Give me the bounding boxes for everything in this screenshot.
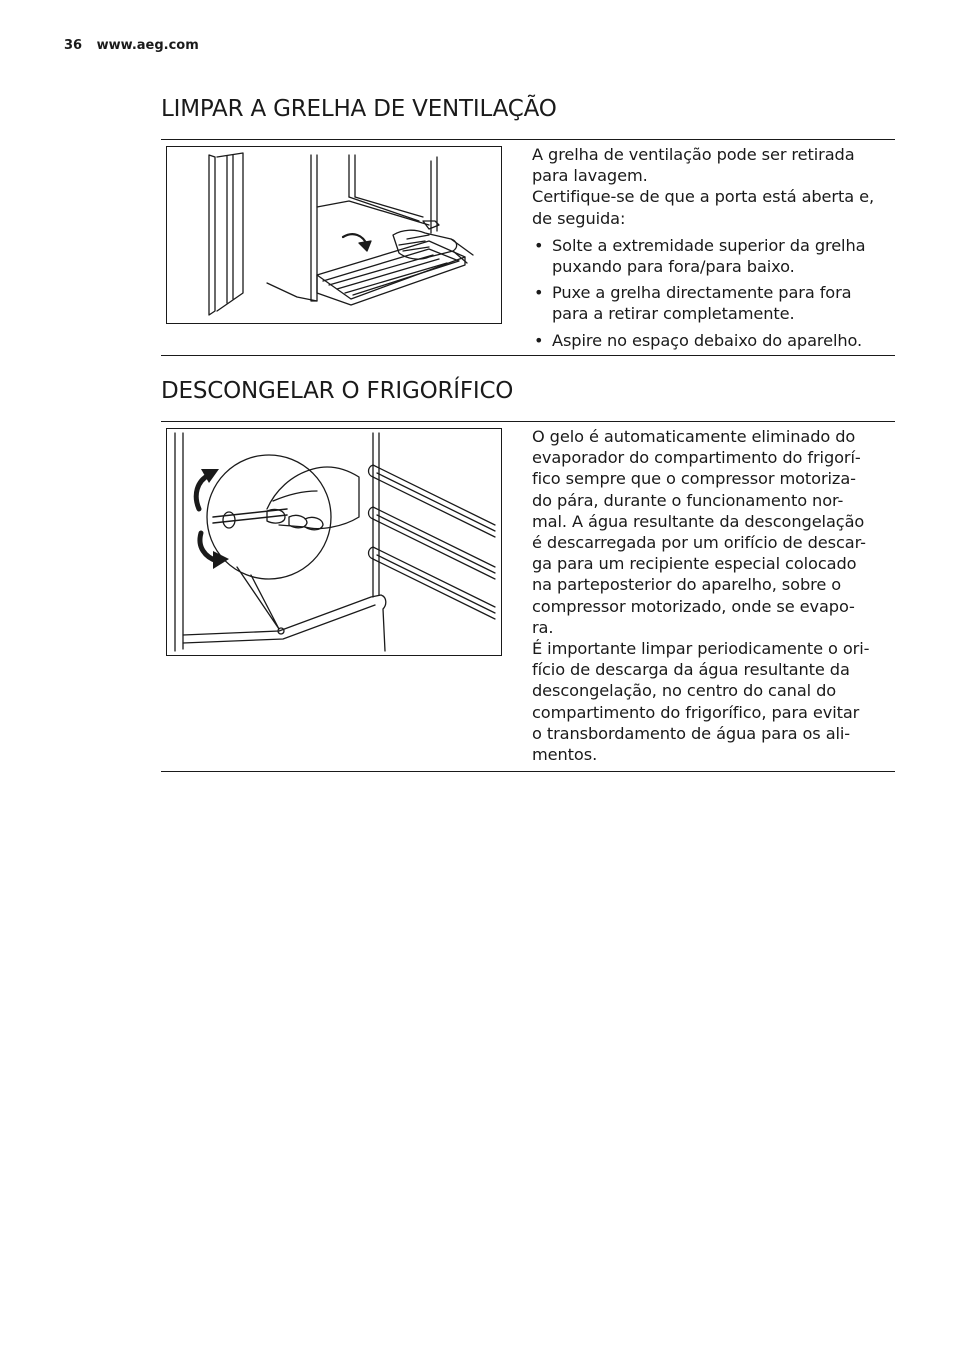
ventilation-grille-illustration: [166, 146, 502, 324]
text-line: fício de descarga da água resultante da: [532, 660, 850, 680]
text-line: ga para um recipiente especial colocado: [532, 554, 857, 574]
section-title-ventilation: LIMPAR A GRELHA DE VENTILAÇÃO: [161, 96, 557, 122]
text-line: mentos.: [532, 745, 598, 765]
text-line: fico sempre que o compressor motoriza-: [532, 469, 856, 489]
text-line: descongelação, no centro do canal do: [532, 681, 837, 701]
section-top-rule: [161, 421, 895, 422]
text-line: mal. A água resultante da descongelação: [532, 511, 865, 531]
ventilation-instructions: [532, 144, 892, 356]
ventilation-paragraph-removable: A grelha de ventilação pode ser retirada para lavagem.: [532, 145, 855, 186]
ventilation-steps-list: [532, 235, 892, 351]
site-url[interactable]: www.aeg.com: [96, 38, 199, 53]
list-item: • Aspire no espaço debaixo do aparelho.: [532, 330, 892, 351]
defrost-drain-illustration: [166, 428, 502, 656]
page-number: 36: [64, 38, 83, 53]
text-line: é descarregada por um orifício de descar-: [532, 533, 866, 553]
defrost-description: [532, 426, 892, 765]
text-line: o transbordamento de água para os ali-: [532, 723, 851, 743]
section-divider-rule: [161, 355, 895, 356]
page-header: [64, 38, 199, 53]
list-item: • Puxe a grelha directamente para fora para a retirar completamente.: [532, 282, 892, 324]
text-line: do pára, durante o funcionamento nor-: [532, 490, 844, 510]
section-top-rule: [161, 139, 895, 140]
text-line: É importante limpar periodicamente o ori-: [532, 639, 870, 659]
section-title-defrost: DESCONGELAR O FRIGORÍFICO: [161, 378, 514, 404]
text-line: O gelo é automaticamente eliminado do: [532, 427, 856, 446]
section-bottom-rule: [161, 771, 895, 772]
ventilation-paragraph-door-open: Certifique-se de que a porta está aberta e, de seguida:: [532, 187, 874, 228]
text-line: compressor motorizado, onde se evapo-: [532, 596, 855, 616]
text-line: evaporador do compartimento do frigorí-: [532, 448, 861, 468]
text-line: ra.: [532, 617, 554, 637]
text-line: na parteposterior do aparelho, sobre o: [532, 575, 842, 595]
list-item: • Solte a extremidade superior da grelha puxando para fora/para baixo.: [532, 235, 892, 277]
text-line: compartimento do frigorífico, para evitar: [532, 702, 860, 722]
defrost-paragraph-clean-drain: [532, 638, 892, 765]
defrost-paragraph-auto: [532, 426, 892, 638]
